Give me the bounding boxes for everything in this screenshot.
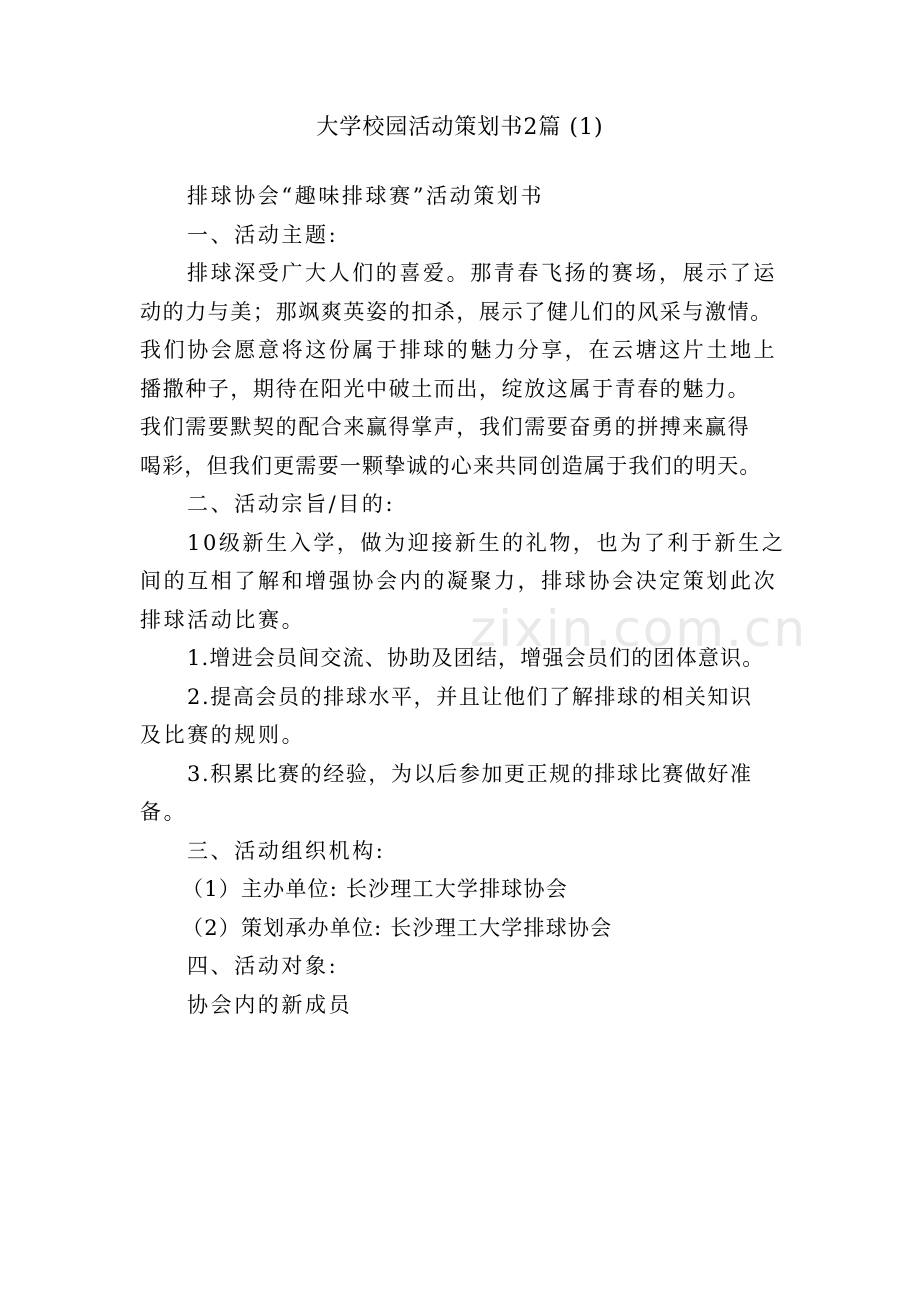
paragraph-line: 我们协会愿意将这份属于排球的魅力分享，在云塘这片土地上 <box>140 338 778 362</box>
document-title: 大学校园活动策划书2篇 (1) <box>316 115 604 140</box>
list-item: 1.增进会员间交流、协助及团结，增强会员们的团体意识。 <box>187 646 765 670</box>
document-body <box>140 177 790 1024</box>
list-item: 2.提高会员的排球水平，并且让他们了解排球的相关知识 <box>187 684 753 709</box>
heading-organization: 三、活动组织机构: <box>187 838 386 863</box>
paragraph-line: 动的力与美；那飒爽英姿的扣杀，展示了健儿们的风采与激情。 <box>140 299 773 324</box>
paragraph-line: 协会内的新成员 <box>187 992 353 1017</box>
watermark: zixin.com.cn <box>470 600 808 658</box>
list-item: （1）主办单位: 长沙理工大学排球协会 <box>182 877 568 901</box>
paragraph-line: 排球深受广大人们的喜爱。那青春飞扬的赛场，展示了运 <box>187 261 777 285</box>
list-item: 3.积累比赛的经验，为以后参加更正规的排球比赛做好准 <box>187 761 753 786</box>
heading-purpose: 二、活动宗旨/目的: <box>187 492 396 516</box>
section-subtitle: 排球协会“趣味排球赛”活动策划书 <box>187 184 545 208</box>
paragraph-line: 间的互相了解和增强协会内的凝聚力，排球协会决定策划此次 <box>140 569 778 593</box>
paragraph-line: 及比赛的规则。 <box>140 723 306 747</box>
paragraph-line: 10级新生入学，做为迎接新生的礼物，也为了利于新生之 <box>187 530 786 555</box>
paragraph-line: 备。 <box>140 800 188 824</box>
paragraph-line: 播撒种子，期待在阳光中破土而出，绽放这属于青春的魅力。 <box>140 376 751 401</box>
paragraph-line: 喝彩，但我们更需要一颗挚诚的心来共同创造属于我们的明天。 <box>140 453 762 478</box>
paragraph-line: 排球活动比赛。 <box>140 607 306 632</box>
list-item: （2）策划承办单位: 长沙理工大学排球协会 <box>182 915 613 940</box>
heading-activity-theme: 一、活动主题: <box>187 222 339 247</box>
paragraph-line: 我们需要默契的配合来赢得掌声，我们需要奋勇的拼搏来赢得 <box>140 415 751 439</box>
heading-target: 四、活动对象: <box>187 954 339 978</box>
